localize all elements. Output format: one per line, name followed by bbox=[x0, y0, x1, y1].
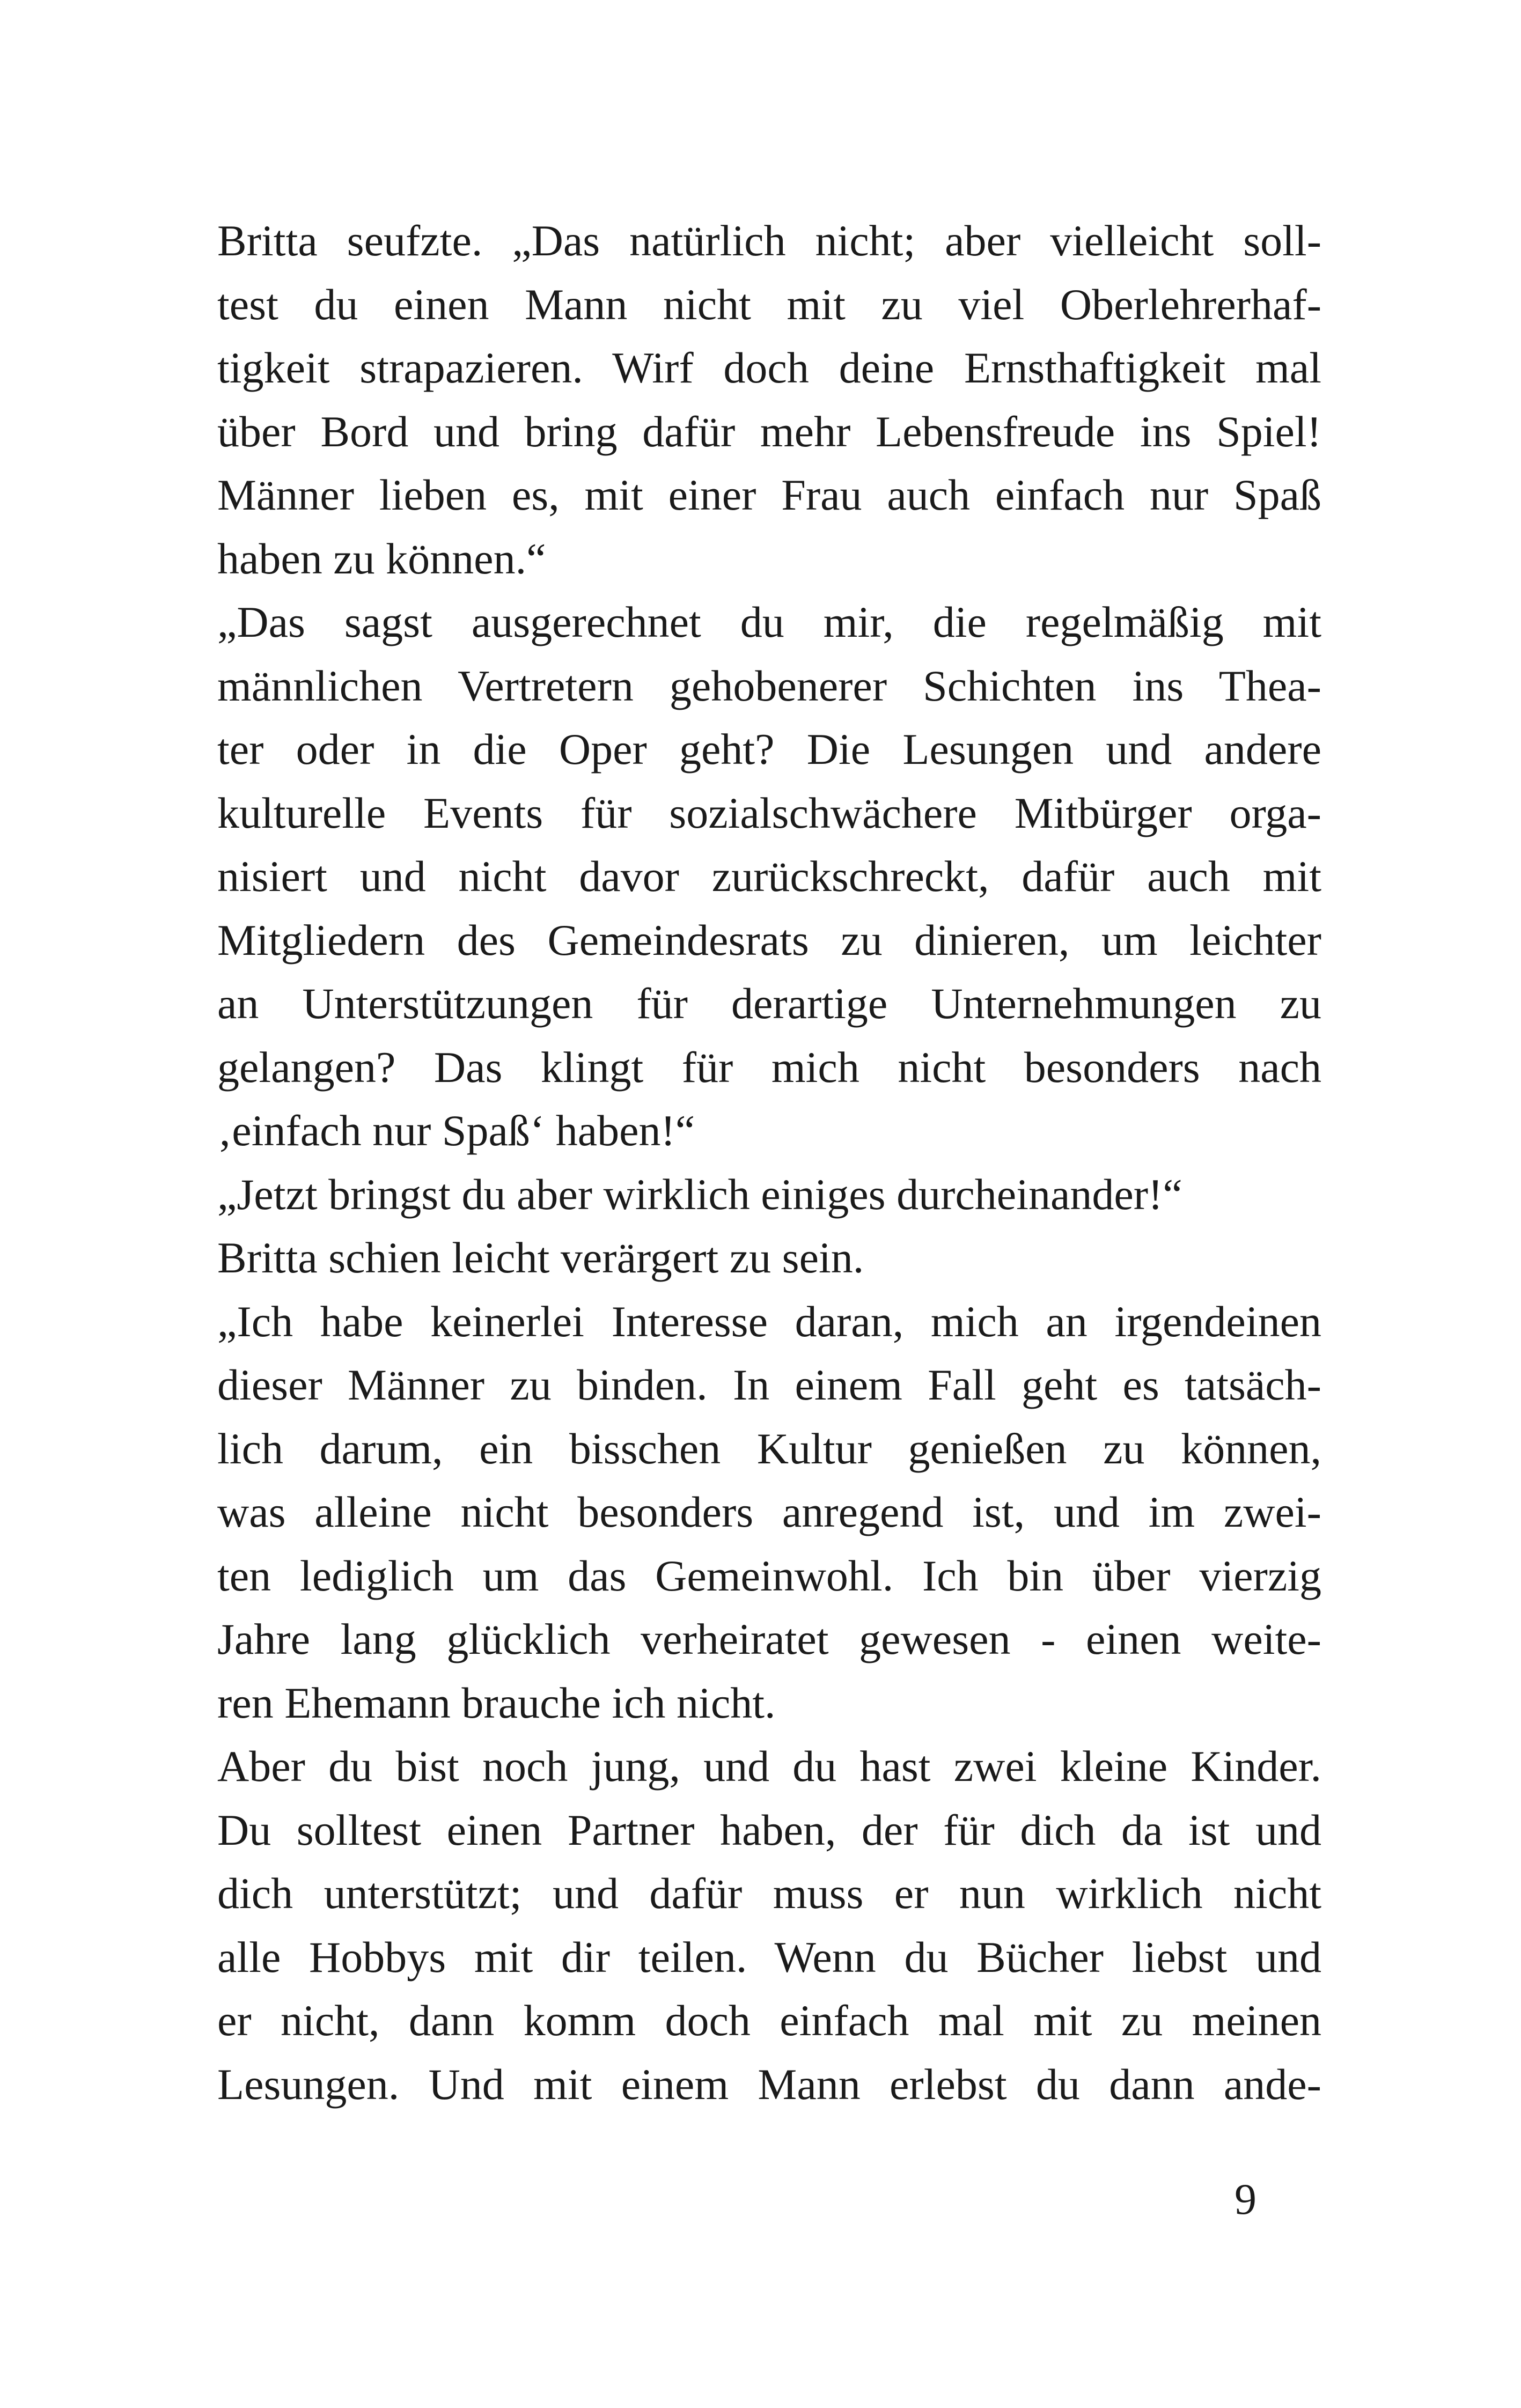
text-line: über Bord und bring dafür mehr Lebensfreude ins Spiel! bbox=[217, 407, 1321, 456]
text-line: er nicht, dann komm doch einfach mal mit zu meinen bbox=[217, 1996, 1321, 2045]
text-line: Männer lieben es, mit einer Frau auch einfach nur Spaß bbox=[217, 470, 1321, 519]
text-line: männlichen Vertretern gehobenerer Schichten ins Thea- bbox=[217, 661, 1321, 710]
text-line: „Jetzt bringst du aber wirklich einiges durcheinander!“ bbox=[217, 1169, 1182, 1219]
text-line: „Ich habe keinerlei Interesse daran, mich an irgendeinen bbox=[217, 1297, 1321, 1346]
text-line: Britta seufzte. „Das natürlich nicht; aber vielleicht soll- bbox=[217, 216, 1321, 265]
text-line: dich unterstützt; und dafür muss er nun wirklich nicht bbox=[217, 1869, 1321, 1918]
text-line: alle Hobbys mit dir teilen. Wenn du Bücher liebst und bbox=[217, 1932, 1321, 1982]
text-line: dieser Männer zu binden. In einem Fall geht es tatsäch- bbox=[217, 1360, 1321, 1409]
text-line: Mitgliedern des Gemeindesrats zu dinieren, um leichter bbox=[217, 915, 1321, 964]
body-text bbox=[217, 209, 1321, 2116]
text-line: tigkeit strapazieren. Wirf doch deine Ernsthaftigkeit mal bbox=[217, 343, 1321, 392]
text-line: ‚einfach nur Spaß‘ haben!“ bbox=[217, 1106, 695, 1155]
text-line: Jahre lang glücklich verheiratet gewesen - einen weite- bbox=[217, 1615, 1321, 1663]
text-line: lich darum, ein bisschen Kultur genießen zu können, bbox=[217, 1424, 1321, 1473]
text-line: nisiert und nicht davor zurückschreckt, dafür auch mit bbox=[217, 852, 1321, 901]
text-line: ren Ehemann brauche ich nicht. bbox=[217, 1678, 776, 1727]
text-line: haben zu können.“ bbox=[217, 534, 546, 583]
text-line: Britta schien leicht verärgert zu sein. bbox=[217, 1233, 864, 1282]
text-line: ter oder in die Oper geht? Die Lesungen und andere bbox=[217, 725, 1321, 774]
text-line: Aber du bist noch jung, und du hast zwei kleine Kinder. bbox=[217, 1742, 1321, 1791]
text-line: Du solltest einen Partner haben, der für dich da ist und bbox=[217, 1805, 1321, 1854]
text-line: Lesungen. Und mit einem Mann erlebst du dann ande- bbox=[217, 2059, 1321, 2109]
text-line: kulturelle Events für sozialschwächere Mitbürger orga- bbox=[217, 788, 1321, 837]
page-number: 9 bbox=[1235, 2175, 1257, 2223]
text-line: an Unterstützungen für derartige Unternehmungen zu bbox=[217, 979, 1321, 1028]
text-line: gelangen? Das klingt für mich nicht besonders nach bbox=[217, 1042, 1321, 1092]
text-line: ten lediglich um das Gemeinwohl. Ich bin über vierzig bbox=[217, 1551, 1321, 1600]
text-line: „Das sagst ausgerechnet du mir, die regelmäßig mit bbox=[217, 598, 1321, 646]
text-line: was alleine nicht besonders anregend ist, und im zwei- bbox=[217, 1487, 1321, 1536]
text-line: test du einen Mann nicht mit zu viel Oberlehrerhaf- bbox=[217, 279, 1321, 329]
